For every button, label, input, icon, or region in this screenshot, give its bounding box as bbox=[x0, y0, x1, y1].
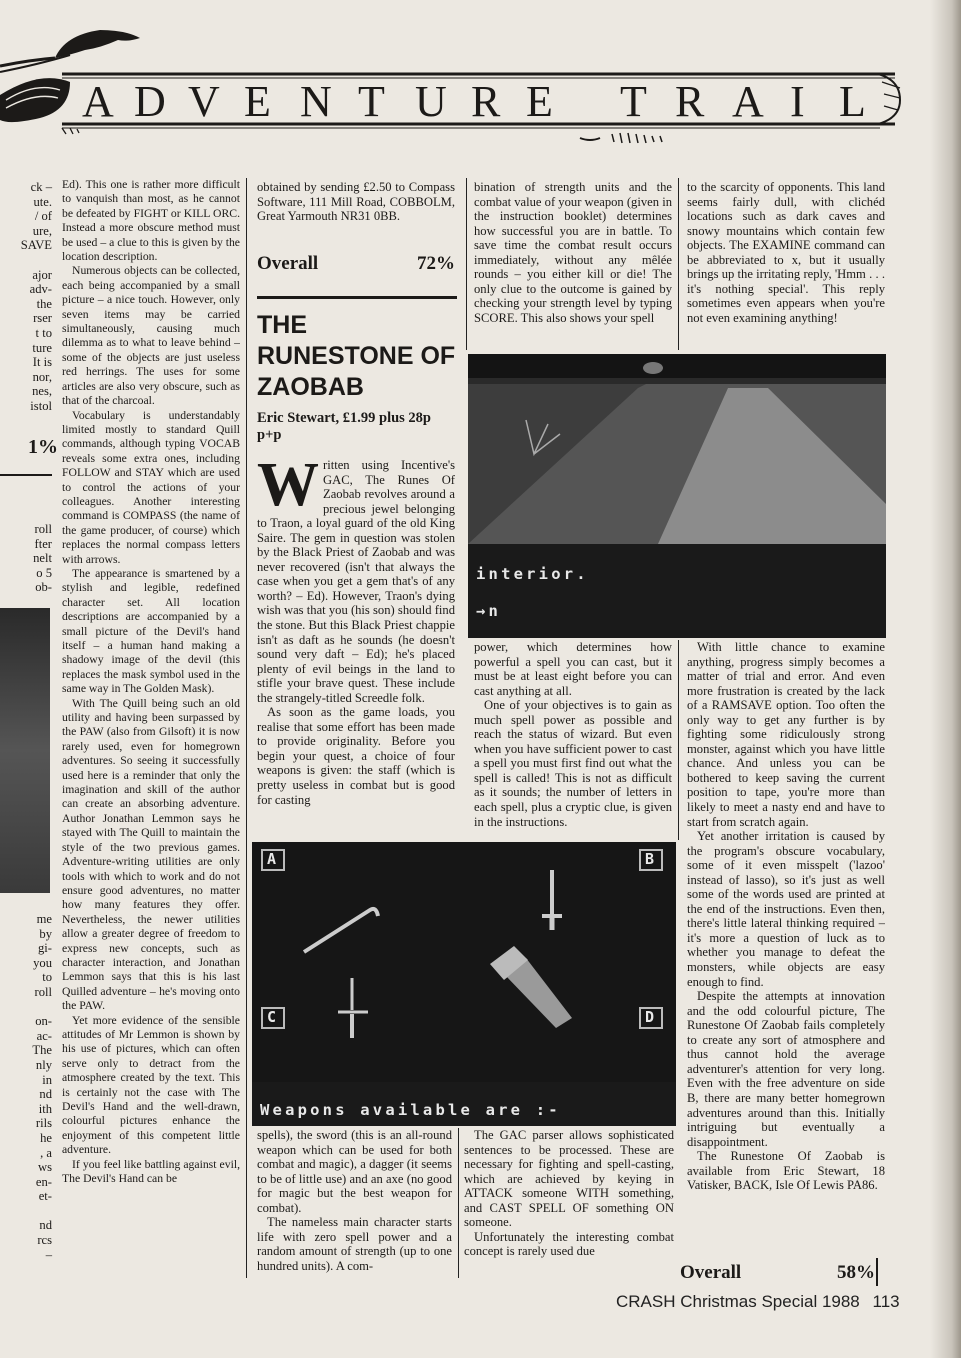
paragraph: With The Quill being such an old utility and having been surpassed by the PAW (also from Gilsoft) it is now rarely used, even for homegrown adventures. So seeing it successfully used here is a reminder that only the imagination and skill of the author can create an absorbing adventure. Author Jonathan Lemmon says he stayed with The Quill to maintain the style of the two previous games. Adventure-writing utilities are only tools with which to work and do not ensure good adventures, no matter how many features they offer. Nevertheless, the newer utilities allow a greater degree of freedom to express new concepts, such as character interaction, and Jonathan Lemmon says that this is his last Quilled adventure – he's moving onto the PAW. bbox=[62, 696, 240, 1013]
overall-score: 72% bbox=[417, 253, 455, 274]
banner-letter: E bbox=[244, 77, 271, 126]
screen-text bbox=[476, 544, 865, 638]
corner-label: B bbox=[645, 850, 655, 868]
paragraph: If you feel like battling against evil, The Devil's Hand can be bbox=[62, 1157, 240, 1186]
screen-line: →n bbox=[476, 602, 502, 621]
paragraph: Unfortunately the interesting combat concept is rarely used due bbox=[464, 1229, 674, 1259]
article-column-4-body bbox=[687, 640, 885, 1252]
banner-letter: L bbox=[839, 77, 866, 126]
column-rule bbox=[458, 1128, 459, 1278]
overall-rating bbox=[680, 1262, 875, 1284]
paragraph: Yet another irritation is caused by the program's obscure vocabulary, some of it even misspelt ('lazoo' instead of lasso), so it's just as well some of the words used are printed at the end of the instructions. Even then, there's little lateral thinking required – it's more a question of luck as to whether you manage to defeat the monsters, while objects are easy enough to find. bbox=[687, 829, 885, 989]
banner-letter: N bbox=[300, 77, 332, 126]
paragraph: ritten using Incentive's GAC, The Runes Of Zaobab revolves around a precious jewel belonging to Traon, a loyal guard of the old King Saire. The gem in question was stolen by the Black Priest of Zaobab and was never recovered (isn't that always the case when you get a gem that's of any worth? – Ed). However, Traon's dying wish was that you (his son) should find the stone. But this Black Priest chappie isn't as daft as he sounds (he doesn't sound very daft – Ed); he's placed plenty of evil beings in the land to stifle your brave quest. These include the strangely-titled Screedle folk. bbox=[257, 458, 455, 705]
screen-line: interior. bbox=[476, 565, 589, 584]
article-column-2-body bbox=[257, 458, 455, 838]
paragraph: The GAC parser allows sophisticated sentences to be processed. These are necessary for fighting and spell-casting, which are achieved by keying in ATTACK someone WITH something, and CAST SPELL OF something ON someone. bbox=[464, 1128, 674, 1230]
review-title: THE RUNESTONE OF ZAOBAB bbox=[257, 311, 456, 401]
corner-label: D bbox=[645, 1008, 655, 1026]
banner-letter: T bbox=[358, 77, 385, 126]
paragraph: spells), the sword (this is an all-round weapon which can be used for both combat and magic), a dagger (it seems to be of little use) and an axe (no good for magic but the best weapon for combat). bbox=[257, 1128, 452, 1215]
banner-letter: R bbox=[675, 77, 705, 126]
banner-letter: A bbox=[732, 77, 764, 126]
column-rule bbox=[466, 178, 467, 350]
paragraph: Vocabulary is understandably limited mostly to standard Quill commands, although typing VOCAB reveals some extra ones, including FOLLOW and STAY which are used to control the actions of your colleagues. Another interesting command is COMPASS (the name of the game producer, of course) which replaces the normal compass letters with arrows. bbox=[62, 408, 240, 566]
banner-letter: A bbox=[82, 77, 114, 126]
banner-letter: I bbox=[790, 77, 805, 126]
overall-rating bbox=[257, 253, 455, 275]
paragraph: Numerous objects can be collected, each being accompanied by a small picture – a nice touch. However, only seven items may be carried simultaneously, causing much dilemma as to what to leave behind – some of the objects are just useless red herrings. The uses for some articles are also very obscure, such as that of the charcoal. bbox=[62, 264, 240, 408]
paragraph: power, which determines how powerful a spell you can cast, but it must be at least eight before you can cast anything at all. bbox=[474, 640, 672, 698]
article-column-4-top bbox=[687, 180, 885, 350]
game-screenshot-location bbox=[468, 354, 886, 638]
game-screenshot-weapons bbox=[252, 842, 676, 1126]
article-column-3-middle bbox=[474, 640, 672, 838]
screen-line: Weapons available are :- bbox=[260, 1101, 561, 1120]
paragraph: With little chance to examine anything, progress simply becomes a matter of trial and error. And even more frustration is created by the lack of a RAMSAVE option. Too often the only way to get any further is by fighting some ridiculously strong monster, against which you have little chance. And unless you can be bothered to keep saving the current position to tape, you're more than likely to meet a nasty end and have to start from scratch again. bbox=[687, 640, 885, 829]
banner-letter: E bbox=[526, 77, 553, 126]
banner bbox=[0, 0, 961, 150]
overall-label: Overall bbox=[680, 1262, 742, 1283]
left-edge-fragment: roll fter nelt o 5 ob- bbox=[33, 522, 52, 595]
page-footer bbox=[616, 1292, 900, 1312]
review-byline: Eric Stewart, £1.99 plus 28p p+p bbox=[257, 410, 431, 443]
drop-cap: W bbox=[257, 458, 319, 519]
corner-label: A bbox=[267, 850, 277, 868]
banner-letter: U bbox=[415, 77, 447, 126]
corner-label: C bbox=[267, 1008, 277, 1026]
paragraph: to the scarcity of opponents. This land seems fairly dull, with clichéd locations such as dark caves and snowy mountains which contain few objects. The EXAMINE command can be abbreviated to x, but it usually brings up the irritating reply, 'Hmm . . . it's nothing special'. This reply sometimes even appears when you're not even examining anything! bbox=[687, 180, 885, 325]
page-gutter bbox=[930, 0, 961, 1358]
paragraph: The Runestone Of Zaobab is available from Eric Stewart, 18 Vatisker, BACK, Isle Of Lewis PA86. bbox=[687, 1149, 885, 1193]
banner-letter: D bbox=[134, 77, 166, 126]
left-edge-fragment: ck – ute. / of ure, SAVE ajor adv- the rser t to ture It is nor, nes, istol bbox=[20, 180, 52, 413]
paragraph: As soon as the game loads, you realise that some effort has been made to provide originality. Before you begin your quest, a choice of four weapons is given: the staff (which is pretty useless in combat but is good for casting bbox=[257, 705, 455, 807]
banner-letter: R bbox=[471, 77, 501, 126]
article-column-3-bottom bbox=[464, 1128, 674, 1276]
left-edge-fragment: me by gi- you to roll on- ac- The nly in nd ith rils he , a ws en- et- nd rcs – bbox=[32, 912, 52, 1262]
article-column-2-bottom bbox=[257, 1128, 452, 1276]
banner-letter: V bbox=[188, 77, 220, 126]
paragraph: Despite the attempts at innovation and the odd colourful picture, The Runestone Of Zaobab fails completely to create any sort of atmosphere and thus cannot hold the average adventurer's attention for very long. Even with the free adventure on side B, there are many better homegrown adventures around than this. Initially intriguing but eventually a disappointment. bbox=[687, 989, 885, 1149]
article-column-3-top bbox=[474, 180, 672, 350]
section-rule bbox=[257, 296, 457, 299]
paragraph: The nameless main character starts life with zero spell power and a random amount of strength (up to one hundred units). A com- bbox=[257, 1215, 452, 1273]
page-number: 113 bbox=[872, 1292, 900, 1311]
weapons-illustration bbox=[252, 842, 676, 1082]
left-edge-score: 1% bbox=[28, 436, 58, 458]
overall-score: 58% bbox=[837, 1262, 875, 1283]
mountain-track-illustration bbox=[468, 354, 886, 544]
column-rule bbox=[246, 178, 247, 1278]
column-rule bbox=[678, 178, 679, 350]
column-rule bbox=[678, 640, 679, 840]
left-edge-rule bbox=[0, 474, 52, 476]
overall-label: Overall bbox=[257, 253, 319, 274]
paragraph: Yet more evidence of the sensible attitudes of Mr Lemmon is shown by his use of pictures, which can often serve only to detract from the atmosphere created by the text. This is certainly not the case with The Devil's Hand and the well-drawn, colourful pictures enhance the enjoyment of this competent little adventure. bbox=[62, 1013, 240, 1157]
banner-letter: T bbox=[620, 77, 647, 126]
paragraph: The appearance is smartened by a stylish and legible, redefined character set. All location descriptions are accompanied by a small picture of the Devil's hand itself – a human hand making a shadowy image of the devil (this replaces the mask symbol used in the same way in The Golden Mask). bbox=[62, 566, 240, 696]
paragraph: bination of strength units and the combat value of your weapon (given in the instruction booklet) determines how successful you are in battle. To save time the combat result occurs immediately, without any mêlée rounds – you either kill or die! The only clue to the outcome is gained by checking your strength level by typing SCORE. This also shows your spell bbox=[474, 180, 672, 325]
article-column-1 bbox=[62, 178, 240, 1276]
left-edge-picture bbox=[0, 608, 50, 893]
paragraph: obtained by sending £2.50 to Compass Software, 111 Mill Road, COBBOLM, Great Yarmouth NR31 0BB. bbox=[257, 180, 455, 224]
screen-text bbox=[260, 1080, 674, 1126]
paragraph: Ed). This one is rather more difficult to vanquish than most, as he cannot be defeated by FIGHT or KILL ORC. Instead a more obscure method must be used – a clue to this is given by the location description. bbox=[62, 178, 240, 264]
footer-text: CRASH Christmas Special 1988 bbox=[616, 1292, 860, 1311]
section-rule bbox=[876, 1258, 878, 1286]
paragraph: One of your objectives is to gain as much spell power as possible and reach the status of wizard. But even when you have sufficient power to cast a spell you must first find out what the spell is called! This is not as difficult as it sounds; the number of letters in each spell, plus a cryptic clue, is given in the instructions. bbox=[474, 698, 672, 829]
article-column-2-top bbox=[257, 180, 455, 242]
snake-illustration-icon bbox=[0, 0, 961, 150]
banner-title bbox=[82, 77, 882, 126]
